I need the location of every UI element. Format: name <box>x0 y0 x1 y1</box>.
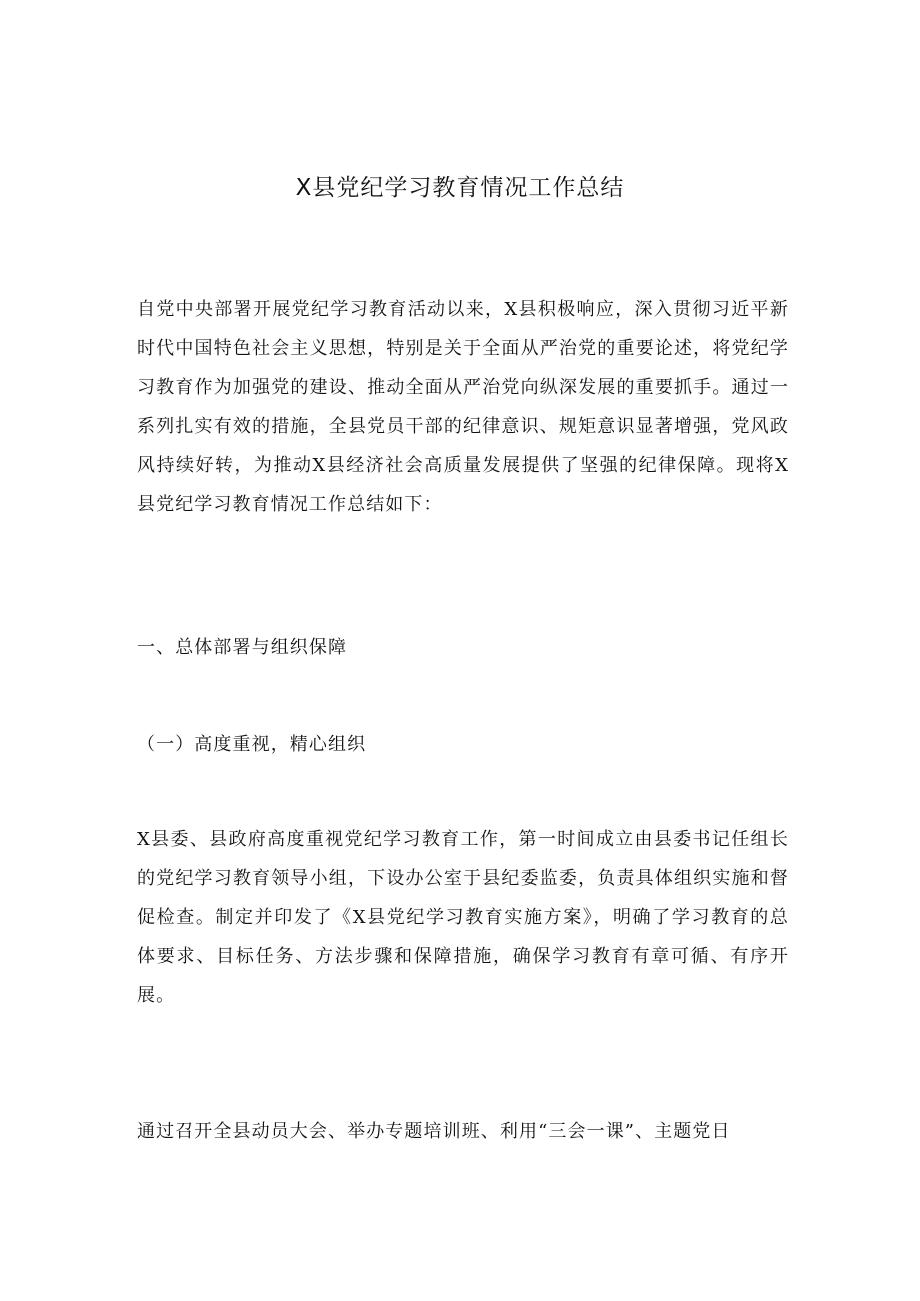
body-paragraph-2: 通过召开全县动员大会、举办专题培训班、利用“三会一课”、主题党日 <box>137 1121 731 1142</box>
intro-paragraph: 自党中央部署开展党纪学习教育活动以来，X县积极响应，深入贯彻习近平新时代中国特色社会主义思想，特别是关于全面从严治党的重要论述，将党纪学习教育作为加强党的建设、推动全面从严治党向纵深发展的重要抓手。通过一系列扎实有效的措施，全县党员干部的纪律意识、规矩意识显著增强，党风政风持续好转，为推动X县经济社会高质量发展提供了坚强的纪律保障。现将X县党纪学习教育情况工作总结如下： <box>137 299 789 515</box>
section-heading: 一、总体部署与组织保障 <box>137 637 348 658</box>
body-paragraph-1: X县委、县政府高度重视党纪学习教育工作，第一时间成立由县委书记任组长的党纪学习教育领导小组，下设办公室于县纪委监委，负责具体组织实施和督促检查。制定并印发了《X县党纪学习教育实施方案》，明确了学习教育的总体要求、目标任务、方法步骤和保障措施，确保学习教育有章可循、有序开展。 <box>137 829 789 1006</box>
subsection-heading: （一）高度重视，精心组织 <box>137 734 367 755</box>
document-title: X县党纪学习教育情况工作总结 <box>295 175 625 201</box>
